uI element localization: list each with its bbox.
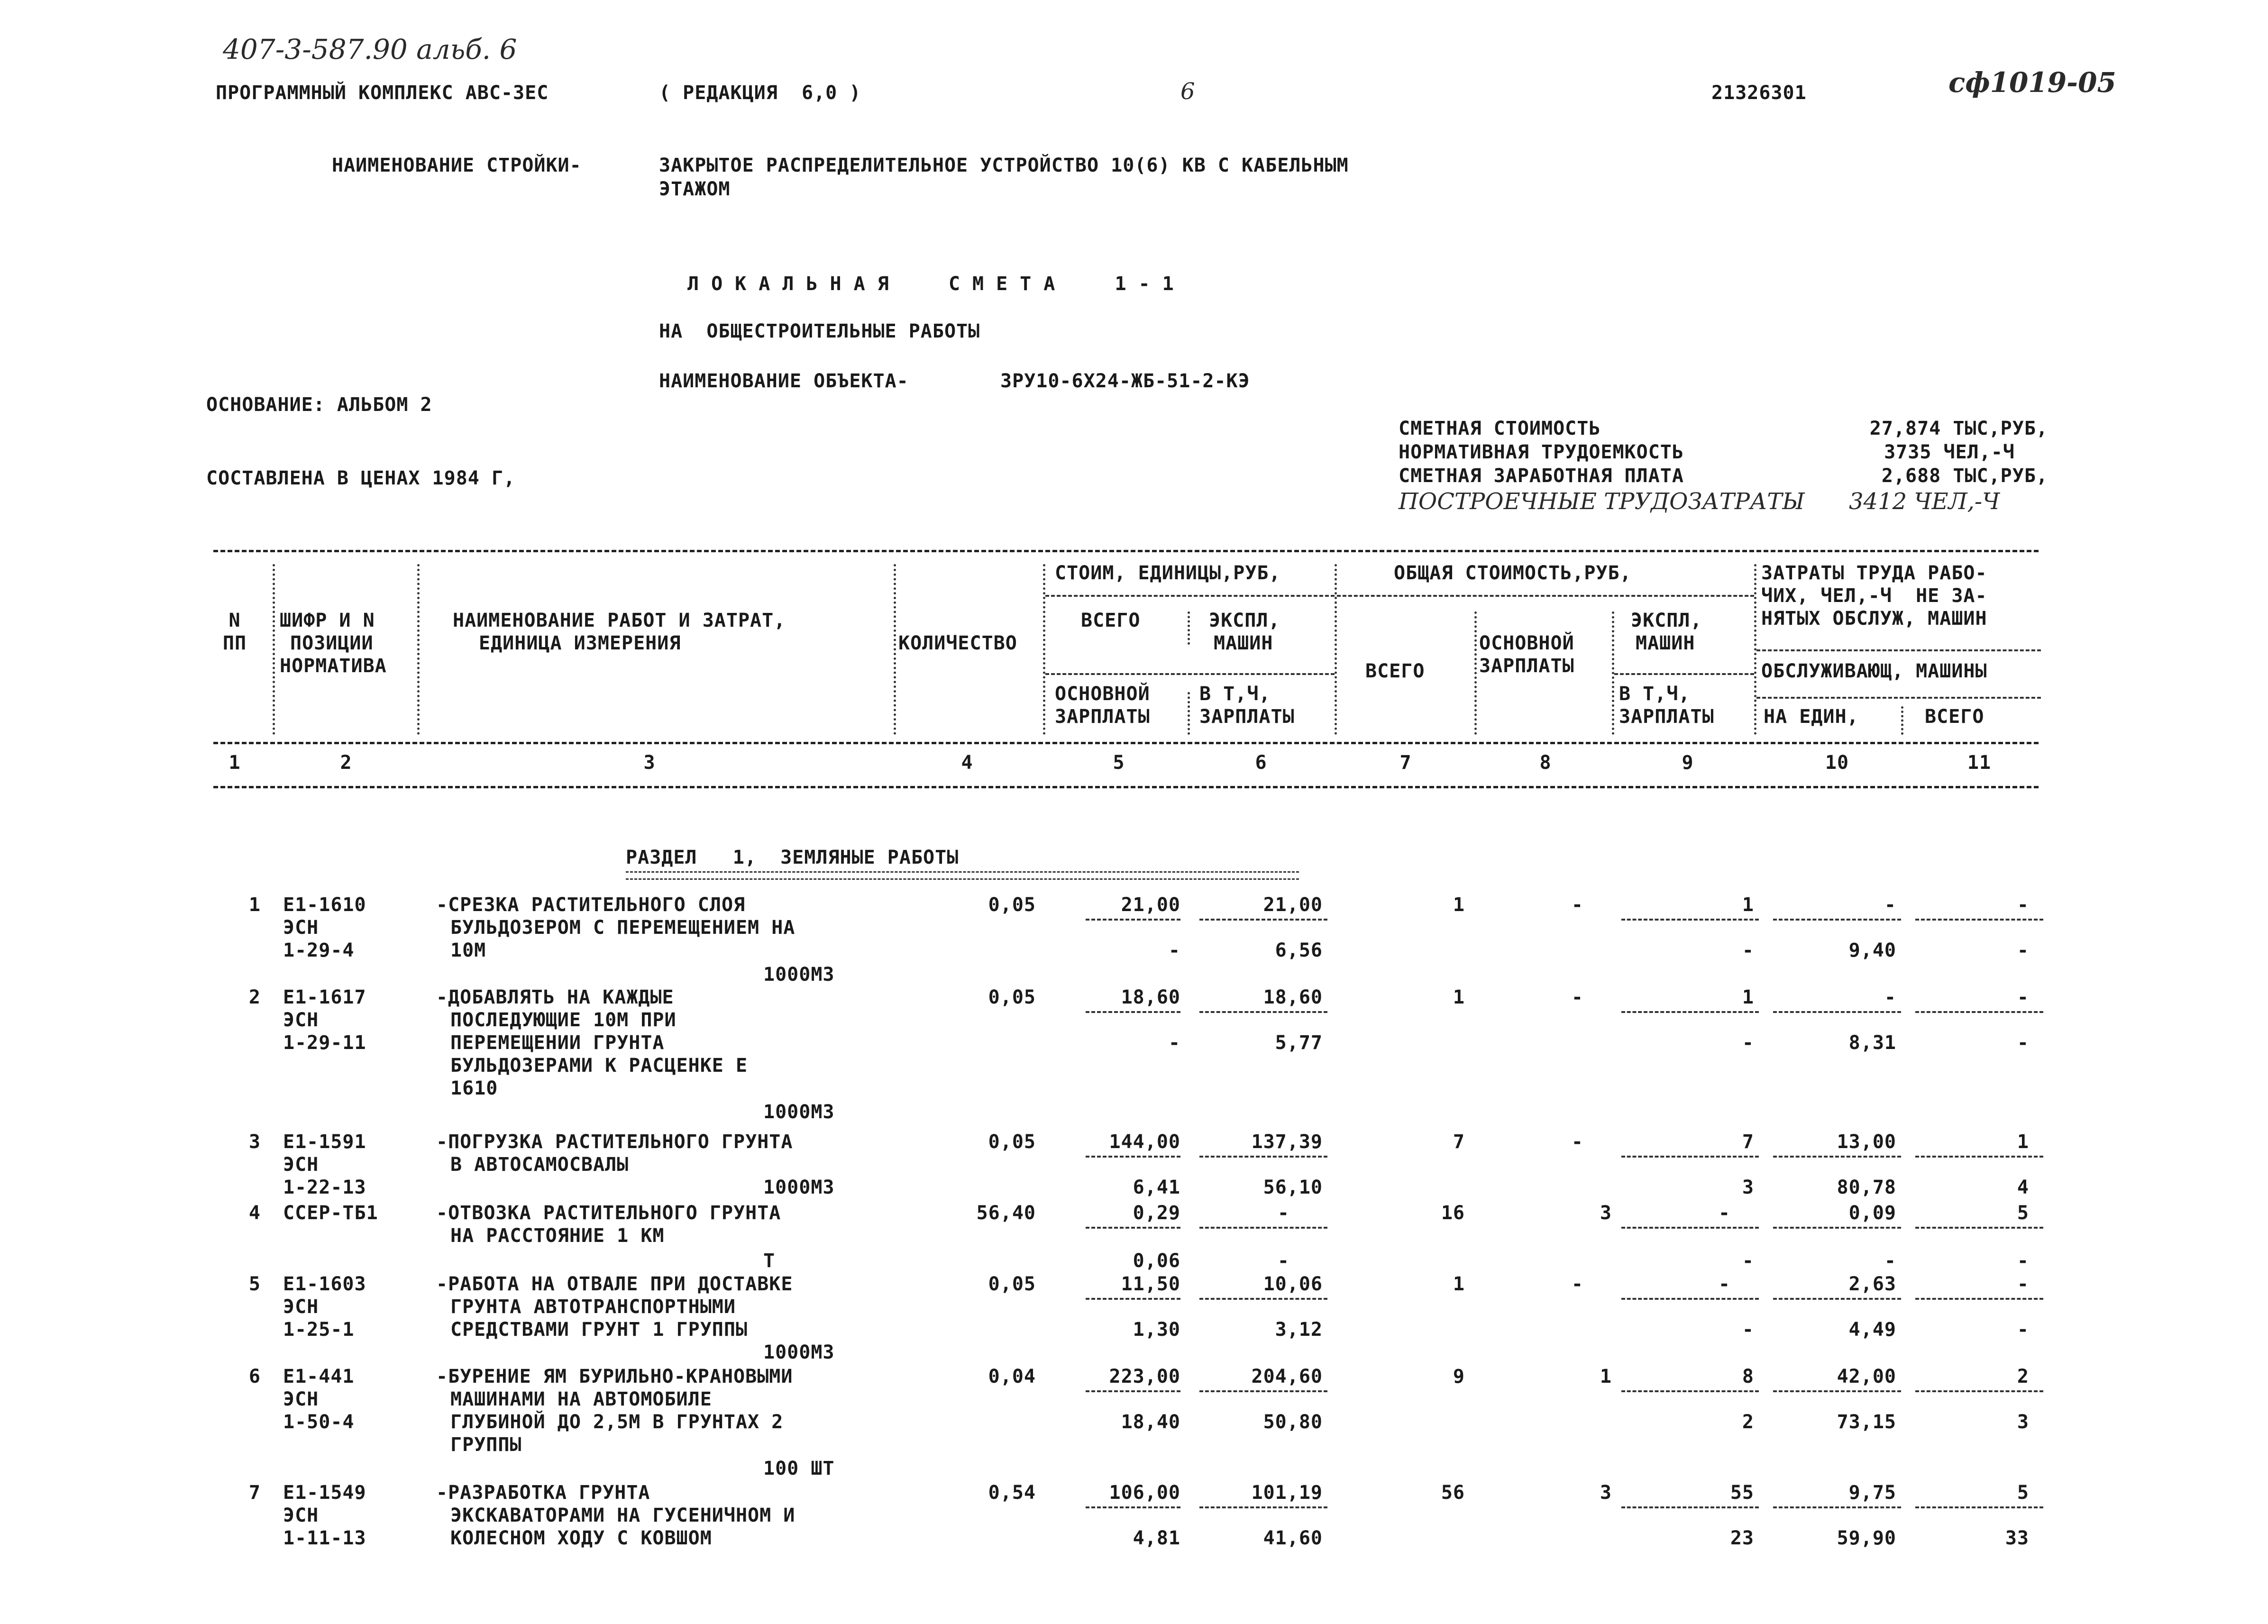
row-code: Е1-1610 (283, 894, 366, 916)
row-total-mach: 55 (1730, 1482, 1754, 1504)
row-code: Е1-1591 (283, 1131, 366, 1153)
row-code: ЭСН (283, 1388, 319, 1410)
row-name: -СРЕЗКА РАСТИТЕЛЬНОГО СЛОЯ (436, 894, 746, 916)
row-total-mach: 1 (1742, 986, 1754, 1008)
summary-label-1: СМЕТНАЯ СТОИМОСТЬ (1399, 418, 1601, 439)
summary-value-3: 2,688 ТЫС,РУБ, (1881, 465, 2048, 487)
object-label: НАИМЕНОВАНИЕ ОБЪЕКТА- (659, 370, 909, 392)
row-number: 3 (248, 1131, 261, 1153)
row-total-mach-wage: - (1742, 940, 1754, 961)
row-name: МАШИНАМИ НА АВТОМОБИЛЕ (450, 1388, 712, 1410)
row-number: 5 (248, 1273, 261, 1295)
row-labor-serv-total: 4 (2017, 1177, 2029, 1198)
row-unit-wage-inc: 50,80 (1263, 1411, 1323, 1433)
row-labor-serv-unit: 73,15 (1837, 1411, 1896, 1433)
row-total-wage: 3 (1600, 1202, 1612, 1224)
col-number-11: 11 (1967, 752, 1992, 774)
row-code: Е1-1603 (283, 1273, 366, 1295)
col-header-unit-total: ВСЕГО (1081, 610, 1141, 631)
row-total-all: 16 (1441, 1202, 1465, 1224)
row-name: -ПОГРУЗКА РАСТИТЕЛЬНОГО ГРУНТА (436, 1131, 793, 1153)
row-code: ССЕР-ТБ1 (283, 1202, 378, 1224)
row-unit: 1000М3 (763, 964, 835, 985)
col-number-2: 2 (340, 752, 352, 774)
row-unit-mach: 137,39 (1251, 1131, 1323, 1153)
row-number: 1 (248, 894, 261, 916)
row-labor-unit: 0,09 (1848, 1202, 1896, 1224)
row-code: ЭСН (283, 1296, 319, 1318)
row-unit-wage-inc: - (1277, 1250, 1289, 1272)
site-name-line2: ЭТАЖОМ (659, 178, 731, 200)
col-header-unit-wage-inc-1: В Т,Ч, (1199, 683, 1271, 705)
col-number-4: 4 (961, 752, 973, 774)
row-quantity: 0,05 (988, 986, 1036, 1008)
row-total-all: 9 (1453, 1366, 1465, 1387)
row-labor-serv-total: 33 (2005, 1527, 2029, 1549)
row-number: 2 (248, 986, 261, 1008)
row-total-all: 1 (1453, 986, 1465, 1008)
row-unit-wage: 1,30 (1133, 1319, 1180, 1341)
col-number-7: 7 (1399, 752, 1412, 774)
row-number: 7 (248, 1482, 261, 1504)
col-header-unit-mach-1: ЭКСПЛ, (1209, 610, 1280, 631)
row-code: 1-22-13 (283, 1177, 366, 1198)
row-total-wage: - (1571, 986, 1583, 1008)
col-header-total-mach-inc-2: ЗАРПЛАТЫ (1619, 706, 1714, 728)
object-value: ЗРУ10-6Х24-ЖБ-51-2-КЭ (1000, 370, 1250, 392)
col-number-3: 3 (643, 752, 656, 774)
row-unit-total: 0,29 (1133, 1202, 1180, 1224)
handwritten-reference: 407-3-587.90 альб. 6 (223, 33, 517, 65)
row-name: -ДОБАВЛЯТЬ НА КАЖДЫЕ (436, 986, 674, 1008)
row-unit-mach: 10,06 (1263, 1273, 1323, 1295)
row-unit-total: 11,50 (1121, 1273, 1180, 1295)
row-number: 6 (248, 1366, 261, 1387)
row-name: НА РАССТОЯНИЕ 1 КМ (450, 1225, 665, 1247)
col-header-total-mach-1: ЭКСПЛ, (1631, 610, 1702, 631)
document-subtitle: НА ОБЩЕСТРОИТЕЛЬНЫЕ РАБОТЫ (659, 320, 980, 342)
page-number: 6 (1180, 78, 1195, 105)
row-labor-total: - (2017, 894, 2029, 916)
edition: ( РЕДАКЦИЯ 6,0 ) (659, 82, 861, 104)
row-labor-serv-total: - (2017, 1319, 2029, 1341)
row-total-mach-wage: 2 (1742, 1411, 1754, 1433)
row-unit-wage: - (1168, 940, 1180, 961)
col-header-pp: ПП (222, 632, 247, 654)
row-unit-wage-inc: 3,12 (1275, 1319, 1323, 1341)
row-labor-unit: 2,63 (1848, 1273, 1896, 1295)
col-header-unit-wage-2: ЗАРПЛАТЫ (1055, 706, 1150, 728)
row-labor-total: 2 (2017, 1366, 2029, 1387)
row-unit: 1000М3 (763, 1101, 835, 1123)
row-unit-total: 18,60 (1121, 986, 1180, 1008)
row-unit-total: 144,00 (1109, 1131, 1180, 1153)
row-unit: 1000М3 (763, 1341, 835, 1363)
row-code: ЭСН (283, 1505, 319, 1526)
document-title: ЛОКАЛЬНАЯ СМЕТА 1-1 (687, 273, 1186, 295)
row-total-all: 1 (1453, 1273, 1465, 1295)
row-quantity: 0,05 (988, 1273, 1036, 1295)
summary-label-2: НОРМАТИВНАЯ ТРУДОЕМКОСТЬ (1399, 441, 1684, 463)
row-name: ГЛУБИНОЙ ДО 2,5М В ГРУНТАХ 2 (450, 1411, 784, 1433)
row-labor-unit: 42,00 (1837, 1366, 1896, 1387)
row-total-mach-wage: - (1742, 1319, 1754, 1341)
row-labor-serv-unit: - (1884, 1250, 1896, 1272)
handwritten-summary-value: 3412 ЧЕЛ,-Ч (1849, 488, 2000, 515)
col-header-total-wage-2: ЗАРПЛАТЫ (1479, 655, 1574, 677)
row-unit-wage-inc: 5,77 (1275, 1032, 1323, 1054)
col-header-total-mach-2: МАШИН (1636, 632, 1695, 654)
row-labor-total: - (2017, 1273, 2029, 1295)
col-number-1: 1 (229, 752, 241, 774)
row-total-mach: 8 (1742, 1366, 1754, 1387)
handwritten-summary-label: ПОСТРОЕЧНЫЕ ТРУДОЗАТРАТЫ (1399, 488, 1805, 515)
row-labor-unit: - (1884, 894, 1896, 916)
program-name: ПРОГРАММНЫЙ КОМПЛЕКС АВС-3ЕС (216, 82, 549, 104)
row-unit-wage: 4,81 (1133, 1527, 1180, 1549)
summary-value-1: 27,874 ТЫС,РУБ, (1869, 418, 2048, 439)
row-code: ЭСН (283, 1154, 319, 1176)
row-name: -БУРЕНИЕ ЯМ БУРИЛЬНО-КРАНОВЫМИ (436, 1366, 793, 1387)
row-code: ЭСН (283, 917, 319, 939)
row-labor-total: - (2017, 986, 2029, 1008)
handwritten-code: сф1019-05 (1948, 66, 2116, 99)
summary-label-3: СМЕТНАЯ ЗАРАБОТНАЯ ПЛАТА (1399, 465, 1684, 487)
col-header-code-2: ПОЗИЦИИ (290, 632, 374, 654)
row-quantity: 0,05 (988, 894, 1036, 916)
col-header-labor-total: ВСЕГО (1925, 706, 1984, 728)
row-quantity: 0,05 (988, 1131, 1036, 1153)
row-total-wage: 1 (1600, 1366, 1612, 1387)
row-labor-serv-unit: 80,78 (1837, 1177, 1896, 1198)
row-quantity: 0,04 (988, 1366, 1036, 1387)
row-code: Е1-441 (283, 1366, 355, 1387)
col-number-9: 9 (1682, 752, 1694, 774)
row-code: ЭСН (283, 1009, 319, 1031)
row-total-mach: - (1718, 1273, 1730, 1295)
col-number-10: 10 (1825, 752, 1849, 774)
row-code: 1-29-11 (283, 1032, 366, 1054)
row-total-wage: - (1571, 1131, 1583, 1153)
row-name: 10М (450, 940, 486, 961)
row-name: ПЕРЕМЕЩЕНИИ ГРУНТА (450, 1032, 665, 1054)
row-labor-total: 1 (2017, 1131, 2029, 1153)
row-unit-mach: 18,60 (1263, 986, 1323, 1008)
row-code: 1-29-4 (283, 940, 355, 961)
row-name: ГРУППЫ (450, 1434, 522, 1456)
row-total-wage: 3 (1600, 1482, 1612, 1504)
col-header-unit-mach-2: МАШИН (1214, 632, 1273, 654)
row-labor-serv-unit: 59,90 (1837, 1527, 1896, 1549)
row-labor-unit: 9,75 (1848, 1482, 1896, 1504)
col-header-name-1: НАИМЕНОВАНИЕ РАБОТ И ЗАТРАТ, (453, 610, 786, 631)
row-name: БУЛЬДОЗЕРАМИ К РАСЦЕНКЕ Е (450, 1055, 748, 1077)
row-labor-serv-total: - (2017, 1250, 2029, 1272)
row-unit: Т (763, 1250, 776, 1272)
row-unit-mach: 21,00 (1263, 894, 1323, 916)
row-unit: 100 ШТ (763, 1458, 835, 1479)
row-labor-unit: 13,00 (1837, 1131, 1896, 1153)
prices-note: СОСТАВЛЕНА В ЦЕНАХ 1984 Г, (206, 467, 516, 489)
row-unit-total: 223,00 (1109, 1366, 1180, 1387)
row-total-mach: 7 (1742, 1131, 1754, 1153)
row-labor-total: 5 (2017, 1482, 2029, 1504)
document-number: 21326301 (1711, 82, 1807, 104)
row-unit-wage: 6,41 (1133, 1177, 1180, 1198)
row-labor-serv-total: - (2017, 940, 2029, 961)
col-header-code-3: НОРМАТИВА (280, 655, 387, 677)
row-number: 4 (248, 1202, 261, 1224)
col-header-labor-3: НЯТЫХ ОБСЛУЖ, МАШИН (1761, 608, 1987, 630)
row-code: 1-50-4 (283, 1411, 355, 1433)
col-header-unit-wage-inc-2: ЗАРПЛАТЫ (1199, 706, 1295, 728)
col-header-total-all: ВСЕГО (1365, 660, 1425, 682)
col-header-name-2: ЕДИНИЦА ИЗМЕРЕНИЯ (479, 632, 681, 654)
row-total-mach-wage: 3 (1742, 1177, 1754, 1198)
row-code: Е1-1617 (283, 986, 366, 1008)
col-header-labor-unit: НА ЕДИН, (1764, 706, 1859, 728)
col-header-labor-1: ЗАТРАТЫ ТРУДА РАБО- (1761, 562, 1987, 584)
col-header-n: N (229, 610, 241, 631)
row-name: 1610 (450, 1077, 498, 1099)
row-unit-mach: 101,19 (1251, 1482, 1323, 1504)
row-name: ГРУНТА АВТОТРАНСПОРТНЫМИ (450, 1296, 736, 1318)
col-number-8: 8 (1539, 752, 1552, 774)
row-unit-wage: 18,40 (1121, 1411, 1180, 1433)
row-unit-total: 21,00 (1121, 894, 1180, 916)
row-unit-wage: - (1168, 1032, 1180, 1054)
row-unit-wage-inc: 6,56 (1275, 940, 1323, 961)
row-name: В АВТОСАМОСВАЛЫ (450, 1154, 629, 1176)
row-labor-serv-total: 3 (2017, 1411, 2029, 1433)
col-header-total-cost: ОБЩАЯ СТОИМОСТЬ,РУБ, (1394, 562, 1632, 584)
col-header-labor-2: ЧИХ, ЧЕЛ,-Ч НЕ ЗА- (1761, 585, 1987, 607)
row-labor-serv-unit: 4,49 (1848, 1319, 1896, 1341)
row-unit-total: 106,00 (1109, 1482, 1180, 1504)
row-total-mach: - (1718, 1202, 1730, 1224)
col-number-6: 6 (1255, 752, 1267, 774)
summary-value-2: 3735 ЧЕЛ,-Ч (1884, 441, 2015, 463)
col-header-code-1: ШИФР И N (280, 610, 375, 631)
row-labor-unit: - (1884, 986, 1896, 1008)
row-unit: 1000М3 (763, 1177, 835, 1198)
row-labor-serv-unit: 8,31 (1848, 1032, 1896, 1054)
row-name: КОЛЕСНОМ ХОДУ С КОВШОМ (450, 1527, 712, 1549)
section-title: РАЗДЕЛ 1, ЗЕМЛЯНЫЕ РАБОТЫ (626, 847, 959, 868)
basis: ОСНОВАНИЕ: АЛЬБОМ 2 (206, 394, 432, 416)
row-unit-wage-inc: 56,10 (1263, 1177, 1323, 1198)
section-underline (626, 871, 1299, 880)
row-labor-serv-total: - (2017, 1032, 2029, 1054)
row-name: БУЛЬДОЗЕРОМ С ПЕРЕМЕЩЕНИЕМ НА (450, 917, 796, 939)
row-name: -РАЗРАБОТКА ГРУНТА (436, 1482, 650, 1504)
row-total-wage: - (1571, 894, 1583, 916)
row-total-all: 7 (1453, 1131, 1465, 1153)
row-unit-wage-inc: 41,60 (1263, 1527, 1323, 1549)
row-total-mach: 1 (1742, 894, 1754, 916)
row-total-all: 56 (1441, 1482, 1465, 1504)
col-number-5: 5 (1113, 752, 1125, 774)
row-unit-mach: - (1277, 1202, 1289, 1224)
row-quantity: 0,54 (988, 1482, 1036, 1504)
col-header-total-mach-inc-1: В Т,Ч, (1619, 683, 1691, 705)
row-name: -РАБОТА НА ОТВАЛЕ ПРИ ДОСТАВКЕ (436, 1273, 793, 1295)
row-unit-wage: 0,06 (1133, 1250, 1180, 1272)
row-code: 1-11-13 (283, 1527, 366, 1549)
row-labor-serv-unit: 9,40 (1848, 940, 1896, 961)
row-quantity: 56,40 (976, 1202, 1036, 1224)
row-name: СРЕДСТВАМИ ГРУНТ 1 ГРУППЫ (450, 1319, 748, 1341)
row-unit-mach: 204,60 (1251, 1366, 1323, 1387)
row-name: ПОСЛЕДУЮЩИЕ 10М ПРИ (450, 1009, 677, 1031)
row-name: ЭКСКАВАТОРАМИ НА ГУСЕНИЧНОМ И (450, 1505, 796, 1526)
col-header-quantity: КОЛИЧЕСТВО (898, 632, 1017, 654)
col-header-unit-wage-1: ОСНОВНОЙ (1055, 683, 1150, 705)
row-total-mach-wage: 23 (1730, 1527, 1754, 1549)
row-total-all: 1 (1453, 894, 1465, 916)
row-code: 1-25-1 (283, 1319, 355, 1341)
row-name: -ОТВОЗКА РАСТИТЕЛЬНОГО ГРУНТА (436, 1202, 781, 1224)
col-header-labor-serv: ОБСЛУЖИВАЮЩ, МАШИНЫ (1761, 660, 1987, 682)
row-labor-total: 5 (2017, 1202, 2029, 1224)
site-label: НАИМЕНОВАНИЕ СТРОЙКИ- (332, 155, 582, 176)
row-code: Е1-1549 (283, 1482, 366, 1504)
site-name-line1: ЗАКРЫТОЕ РАСПРЕДЕЛИТЕЛЬНОЕ УСТРОЙСТВО 10(6) КВ С КАБЕЛЬНЫМ (659, 155, 1349, 176)
row-total-mach-wage: - (1742, 1032, 1754, 1054)
row-total-mach-wage: - (1742, 1250, 1754, 1272)
col-header-unit-cost: СТОИМ, ЕДИНИЦЫ,РУБ, (1055, 562, 1281, 584)
row-total-wage: - (1571, 1273, 1583, 1295)
col-header-total-wage-1: ОСНОВНОЙ (1479, 632, 1574, 654)
